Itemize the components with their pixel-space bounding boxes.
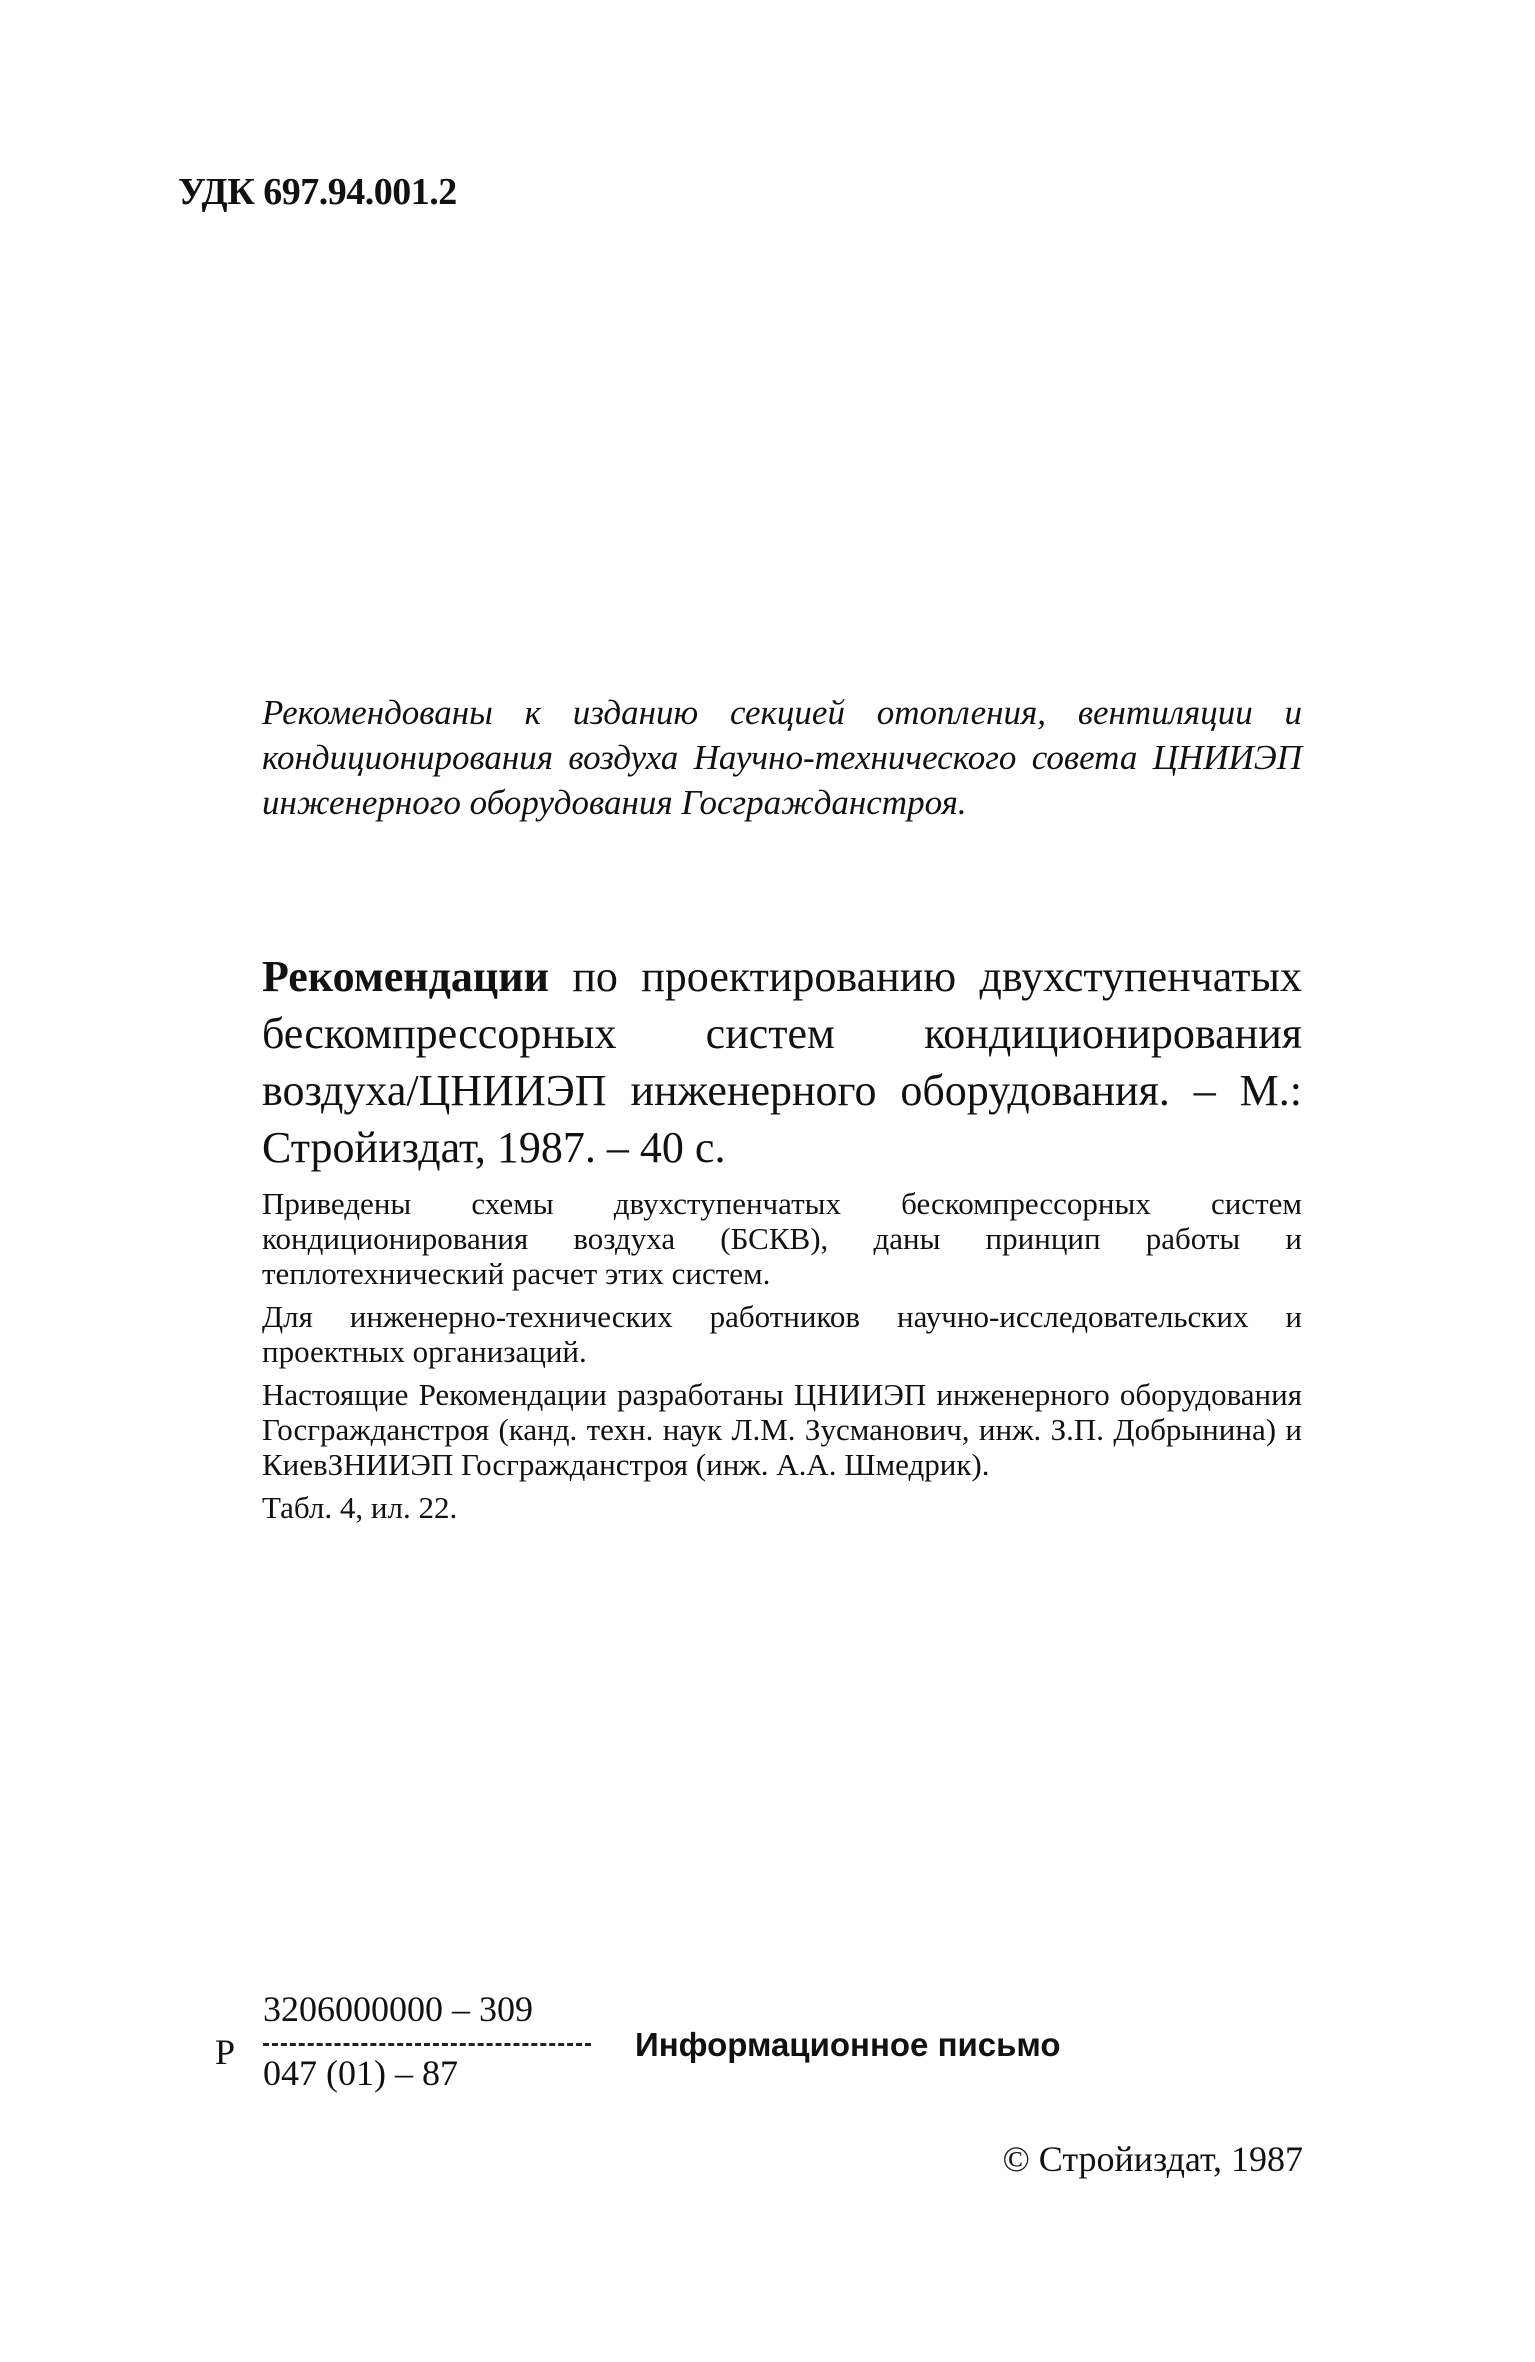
copyright-notice: © Стройиздат, 1987 (1002, 2139, 1303, 2179)
bibliographic-block (262, 948, 1302, 1525)
code-denominator: 047 (01) – 87 (263, 2053, 458, 2093)
tables-note: Табл. 4, ил. 22. (262, 1490, 458, 1525)
abstract-paragraph: Приведены схемы двухступенчатых бескомпрессорных систем кондиционирования воздуха (БСКВ), даны принцип работы и теплотехнический расчет этих систем. (262, 1186, 1302, 1291)
book-title-word: Рекомендации (262, 952, 549, 1001)
code-fraction-line (263, 2043, 591, 2046)
publication-code (215, 1988, 1115, 2108)
bibliographic-reference (262, 948, 1302, 1176)
bibliographic-details: по проектированию двухступенчатых бескомпрессорных систем кондиционирования воздуха/ЦНИИЭП инженерного оборудования. – М.: Стройиздат, 1987. – 40 с. (262, 952, 1302, 1172)
audience-paragraph: Для инженерно-технических работников научно-исследовательских и проектных организаций. (262, 1299, 1302, 1369)
code-numerator: 3206000000 – 309 (263, 1989, 533, 2029)
code-info-label: Информационное письмо (635, 2026, 1061, 2063)
udk-code: УДК 697.94.001.2 (178, 171, 457, 213)
code-letter: Р (215, 2032, 236, 2072)
recommendation-note: Рекомендованы к изданию секцией отопления, вентиляции и кондиционирования воздуха Научно-технического совета ЦНИИЭП инженерного оборудования Госгражданстроя. (262, 693, 1302, 822)
authors-paragraph: Настоящие Рекомендации разработаны ЦНИИЭП инженерного оборудования Госгражданстроя (канд. техн. наук Л.М. Зусманович, инж. З.П. Добрынина) и КиевЗНИИЭП Госгражданстроя (инж. А.А. Шмедрик). (262, 1377, 1302, 1482)
